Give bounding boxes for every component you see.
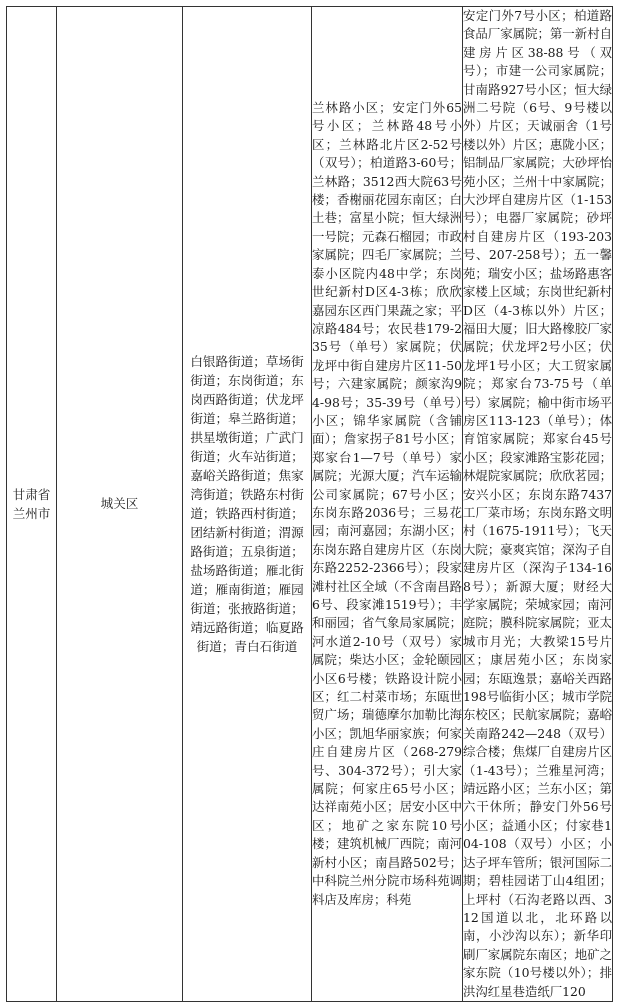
- province-cell: [7, 7, 57, 1002]
- province-text: 甘肃省兰州市: [12, 486, 51, 521]
- communities-cell-2: [463, 7, 613, 1002]
- district-table: [6, 6, 613, 1002]
- streets-cell: [183, 7, 312, 1002]
- district-text: 城关区: [100, 496, 139, 512]
- district-cell: [57, 7, 183, 1002]
- streets-text: 白银路街道；草场街街道；东岗街道；东岗西路街道；伏龙坪街道；皋兰路街道；拱星墩街道；广武门街道；火车站街道；嘉峪关路街道；焦家湾街道；铁路东村街道；铁路西村街道；团结新村街道；渭源路街道；五泉街道；盐场路街道；雁北街道；雁南街道；雁园街道；张掖路街道；靖远路街道；临夏路街道；青白石街道: [190, 353, 304, 654]
- communities-cell-1: [312, 7, 463, 1002]
- table-row: [7, 7, 613, 1002]
- communities-text-1: 兰林路小区；安定门外65号小区；兰林路48号小区；兰林路北片区2-52号（双号）；柏道路3-60号；兰林路；3512西大院63号楼；香榭丽花园东南区；白土巷；富星小院；恒大绿洲一号院；元森石榴园；市政家属院；四毛厂家属院；兰泰小区院内48中学；东岗世纪新村D区4-3栋；欣欣嘉园东区西门果蔬之家；平凉路484号；农民巷179-235号（单号）家属院；伏龙坪中街自建房片区11-50号；六建家属院；颜家沟94-98号；35-39号（单号）小区；锦华家属院（含铺面）；詹家拐子81号小区；郑家台1—7号（单号）家属院；光源大厦；汽车运输公司家属院；67号小区；东岗东路2036号；三易花园；南河嘉园；东湖小区；东岗东路自建房片区（东岗东路2252-2366号）；段家滩村社区全域（不含南昌路6号、段家滩1519号）；丰和丽园；省气象局家属院；河水道2-10号（双号）家属院；柴达小区；金轮颐园小区6号楼；铁路设计院小区；红二村菜市场；东瓯世贸广场；瑞德摩尔加勒比海小区；凯旭华丽家族；何家庄自建房片区（268-279号、304-372号）；引大家属院；何家庄65号小区；达祥南苑小区；居安小区中区；地矿之家东院10号楼；建筑机械厂西院；南河新村小区；南昌路502号；中科院兰州分院市场科苑调料店及库房；科苑: [312, 100, 462, 907]
- communities-text-2: 安定门外7号小区；柏道路食品厂家属院；第一新村自建房片区38-88号（双号）；市建一公司家属院；甘南路927号小区；恒大绿洲二号院（6号、9号楼以外）片区；天诚丽舍（1号楼以外）片区；惠陇小区；铝制品厂家属院；大砂坪怡苑小区；兰州十中家属院；大沙坪自建房片区（1-153号）；电器厂家属院；砂坪村自建房片区（193-203号、207-258号）；五一馨苑；瑞安小区；盐场路惠客家楼上区域；东岗世纪新村D区（4-3栋以外）片区；福田大厦；旧大路橡胶厂家属院；伏龙坪2号小区；伏龙坪1号小区；大工贸家属院；郑家台73-75号（单号）家属院；榆中街市场平房区113-123（单号）；体育馆家属院；郑家台45号小区；段家滩路宝影花园；林焜院家属院；欣欣茗园；安兴小区；东岗东路7437工厂菜市场；东岗东路文明村（1675-1911号）；飞天大院；豪爽宾馆；深沟子自建房片区（深沟子134-168号）；新源大厦；财经大学家属院；荣城家园；南河庭院；膜科院家属院；亚太城市月光；大教梁15号片区；康居苑小区；东岗家园；东瓯逸景；嘉峪关西路198号临街小区；城市学院东校区；民航家属院；嘉峪关南路242—248（双号）综合楼；焦煤厂自建房片区（1-43号）；兰雅星河湾；靖远路小区；兰东小区；第六干休所；静安门外56号小区；益通小区；付家巷104-108（双号）小区；小达子坪车管所；银河国际二期；碧桂园诺丁山4组团；上坪村（石沟老路以西、312国道以北，北环路以南，小沙沟以东）；新华印刷厂家属院东南区；地矿之家东院（10号楼以外）；排洪沟红星巷造纸厂120: [463, 8, 612, 999]
